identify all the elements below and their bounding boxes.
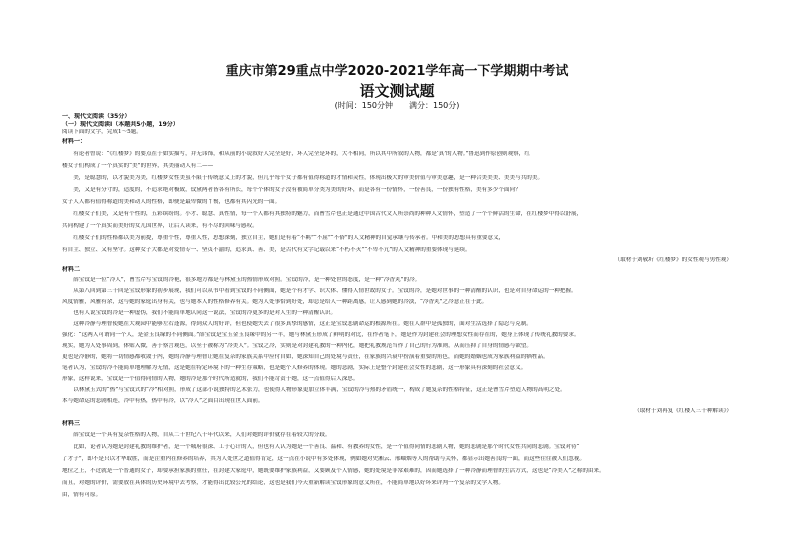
m3-line: 比如，论者认为她是封建礼教的维护者，是一个城府很深、工于心计的人，但也有人认为她是一个善良、温和、有教养的女性，是一个值得同情的悲剧人物，她的悲剧是那个时代女性共同的悲剧。宝钗对待“ (62, 444, 580, 450)
m1-line: 红楼女子们的性格都以美为前提，尊重个性，尊重人性，思想深刻，独立自主，她们是有着“不羁”“不屈”“不俗”的人文精神的自觉承继与传承者。中和美的思想具有重要意义， (62, 235, 505, 241)
m2-line: 薛宝钗是一位“冷人”，曹雪芹写宝钗的冷艳，很多地方都是与林黛玉的热情形成对照。宝钗的冷，是一种处世的态度，是一种“冷香丸”的冷。 (62, 277, 421, 283)
m2-line: 本与她命运的悲剧相连，冷中有热，热中有冷，以“冷人”之面目出现在世人面前。 (62, 398, 264, 404)
material1-label: 材料一： (62, 138, 87, 145)
m1-line: 红楼女子们美，又是有个性的，五彩缤纷的。小才、聪慧、真性情，每一个人都有其独特的魅力，而曹雪芹也正是通过中国古代文人所崇尚的种种人文情怀，塑造了一个个鲜活的生命，在红楼梦中得以舒展， (62, 211, 583, 217)
subject-title: 语文测试题 (359, 82, 435, 100)
m1-line: 楼女子们构成了一个真实的“美”的世界，其美丽动人有二—— (62, 163, 214, 169)
m2-line: 从第八回到第三十回是宝钗形象的初步展现，我们可以从书中看到宝钗的不同侧面，她是个有才学、识大体、懂得人情世故的女子。宝钗的冷，是她对世事的一种清醒的认识，也是对自身命运的一种把握。 (62, 288, 577, 294)
material2-label: 材料二 (62, 266, 81, 273)
m3-line: 了才子”，即不是只以才华取胜，而是注重内在修养的培养，其为人处世之道值得肯定，这一点在小说中有多处体现，例如她对史湘云、邢岫烟等人的帮助与关怀，都显示出她善良的一面，而这些往往被人们忽视。 (62, 456, 586, 462)
material3-label: 材料三 (62, 420, 81, 427)
m1-line: 有论者曾说：“《红楼梦》的要点在于如实描写，并无讳饰，和从前的小说叙好人完全是好，坏人完全是坏的，大不相同，所以其中所叙的人物，都是‘真’的人物。”鲁迅到作原创则观察，红 (62, 151, 530, 157)
instruction: 阅读下面的文字，完成1～5题。 (62, 129, 142, 135)
m1-line: 共同构建了一个真实而美好的女儿国世界，让后人读来，有不尽的回味与感叹。 (62, 223, 258, 229)
m2-line: 更也是冷静的，她将一切情感都收敛于内，她的冷静与理智让她在复杂的家族关系中应付自如，她深知自己的处境与责任，在家族的兴衰中扮演着重要的角色，而她的婚姻也成为家族利益的牺牲品。 (62, 354, 549, 360)
m1-source: （取材于刘敬圻《红楼梦》的女性观与男性观） (614, 257, 732, 263)
m2-line: 强化：“这两人可谓同一个人，是金玉良缘的不同侧面。”薛宝钗是宝玉金玉良缘中的另一半，她与林黛玉形成了鲜明的对比，在作者笔下，她是作为封建社会的理想女性而存在的，她身上体现了传统礼教的要求。 (62, 332, 580, 338)
m2-line: 这种冷静与理智使她在大观园中能够左右逢源，得到众人的好评，但也使她失去了很多真挚的感情，这正是宝钗悲剧命运的根源所在。她在人群中是孤独的，面对生活选择了隐忍与克制。 (62, 321, 532, 327)
m2-line: 风度情雅，风雅有余，这与她的家庭出身有关，也与她本人的性格修养有关。她为人处事恰到好处，却总是给人一种距离感，让人感到她的冷淡，“冷香丸”之冷意正在于此。 (62, 299, 488, 305)
m2-line: 形象，这样说来，宝钗是一个值得同情的人物，她的冷是那个时代所造就的，我们不能苛责于她，这一点值得后人深思。 (62, 376, 359, 382)
m1-line: 有自主、独立、又有坚守。这种女子大都是对爱情专一、坚贞不渝的，追求真、善、美，是古代有文字记载以来“不朽不灭”“不卑不亢”的人文精神的重要体现与延续。 (62, 247, 471, 253)
m2-line: 也有人说宝钗的冷是一种虚伪，我们不能简单地认同这一说法，宝钗的冷更多的是对人生的一种清醒认识。 (62, 310, 337, 316)
m1-line: 美，又是有分寸的，适度的，不追求绝对极致，钗黛两者皆各有所长，每个个体的女子没有被简单分类为美的好坏，而是各有一份情怀，一份善良，一份独有性格，美有多少个面向？ (62, 187, 521, 193)
m2-line: 笔者认为，宝钗的冷不能简单地理解为无情，这是她在特定环境下的一种生存策略，也是她个人修养的体现。她的悲剧，实际上是整个封建社会女性的悲剧，这一形象具有深刻的社会意义。 (62, 365, 527, 371)
part1-heading: 一、现代文阅读（35分） (62, 113, 131, 120)
m2-source: （取材于刘再复《红楼人三十种解读》） (634, 408, 732, 414)
exam-meta: (时间：150分钟 满分：150分) (334, 101, 460, 110)
m1-line: 女子人人都有值得称道的美和动人的性格，即便是最卑微的丫鬟，也都有其闪光的一面。 (62, 199, 281, 205)
part1a-heading: （一）现代文阅读Ⅰ（本题共5小题，19分） (62, 121, 179, 128)
m2-line: 现实，她为人处事周到，体贴入微，善于察言观色，以至于被称为“冷美人”。宝钗之冷，实则是对封建礼教的一种内化，她把礼教规范当作了自己的行为准则，从而压抑了自身的情感与欲望。 (62, 343, 533, 349)
m3-line: 由，情有可原。 (62, 492, 102, 498)
m3-line: 薛宝钗是一个具有复杂性格的人物，自从二十世纪八十年代以来，人们对她的评价就存在着较大的分歧。 (62, 432, 331, 438)
m1-line: 美，是聪慧的，以才貌美为美，红楼梦女性美虽不限于传统意义上的才貌，但几乎每个女子都有值得称道的才情和灵性，体现出极大的审美价值与审美意趣，是一种合美美美、美美与共的美。 (62, 175, 544, 181)
m3-line: 而且，对她的评价，需要放在具体的历史环境中去考察，才能得出比较公允的结论，这也是我们今天重新解读宝钗形象的意义所在，不能简单地以好坏来评判一个复杂的文学人物。 (62, 480, 504, 486)
m2-line: 以林黛玉式的“热”与宝钗式的“冷”相对照，形成了这部小说独特的艺术张力，也使得人物形象更加立体丰满，宝钗的冷与热的矛盾统一，构成了她复杂的性格特征，这正是曹雪芹塑造人物的高明之处。 (62, 387, 566, 393)
exam-title: 重庆市第29重点中学2020-2021学年高一下学期期中考试 (225, 64, 569, 79)
m3-line: 地位之上，不过就是一个普通的女子，却要承担家族的重任，在封建大家庭中，她既要维护家族利益，又要顾及个人情感，她的处境是非常艰难的，因而她选择了一种冷静而理智的生活方式，这也是“冷美人”之称的由来。 (62, 468, 605, 474)
